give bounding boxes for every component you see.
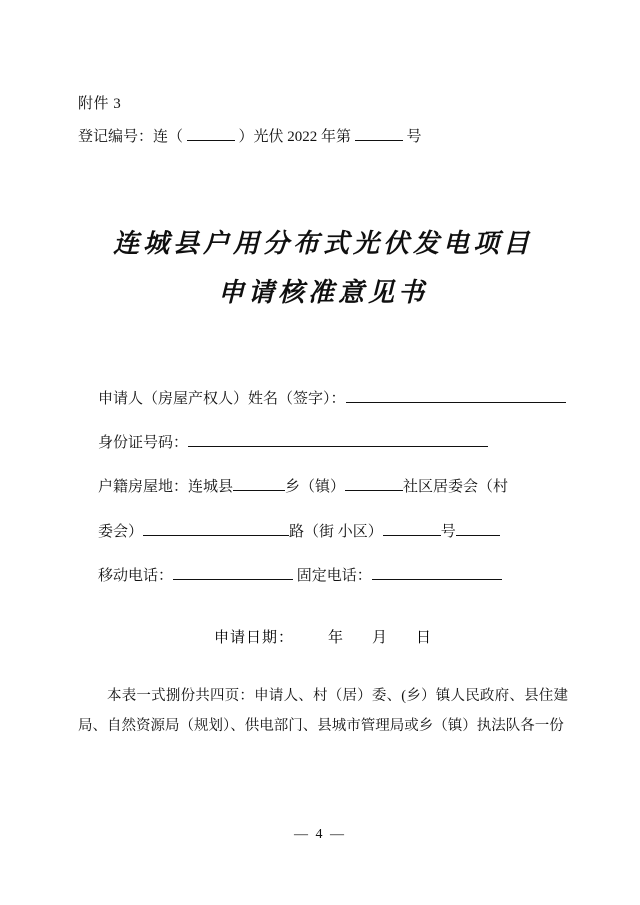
field-household-address <box>98 465 568 509</box>
household-community-input[interactable] <box>345 475 403 492</box>
applicant-name-label: 申请人（房屋产权人）姓名（签字）： <box>98 390 346 407</box>
date-day-label[interactable]: 日 <box>416 630 433 647</box>
household-number-input[interactable] <box>383 519 441 536</box>
registration-prefix: 登记编号：连（ <box>78 129 184 145</box>
title-line-1: 连城县户用分布式光伏发电项目 <box>112 229 533 259</box>
landline-phone-input[interactable] <box>372 563 502 580</box>
page-number: — 4 — <box>294 827 346 842</box>
document-title <box>78 220 568 319</box>
id-number-input[interactable] <box>188 430 488 447</box>
mobile-phone-label: 移动电话： <box>98 567 174 584</box>
registration-suffix: 号 <box>406 129 422 145</box>
household-number-trailing-blank <box>456 519 500 536</box>
distribution-note: 本表一式捌份共四页：申请人、村（居）委、(乡）镇人民政府、县住建局、自然资源局（规划）、供电部门、县城市管理局或乡（镇）执法队各一份 <box>78 688 568 735</box>
mobile-phone-input[interactable] <box>173 563 293 580</box>
household-street-input[interactable] <box>143 519 289 536</box>
date-year-label[interactable]: 年 <box>327 630 344 647</box>
title-line-2: 申请核准意见书 <box>217 278 428 309</box>
attachment-label: 附件 3 <box>78 96 122 112</box>
household-community-suffix: 社区居委会（村 <box>403 479 509 496</box>
field-household-address-cont <box>98 510 568 554</box>
household-township-input[interactable] <box>233 475 285 492</box>
household-township-suffix: 乡（镇） <box>285 479 346 496</box>
household-street-suffix: 路（街 小区） <box>289 523 383 540</box>
form-fields <box>78 377 568 598</box>
household-address-cont-label: 委会） <box>98 523 144 540</box>
registration-number-line <box>78 125 568 146</box>
landline-phone-label: 固定电话： <box>296 567 372 584</box>
household-address-label: 户籍房屋地：连城县 <box>98 479 234 496</box>
application-date-label: 申请日期： <box>213 630 294 647</box>
registration-blank-1 <box>187 125 235 141</box>
application-date-row <box>78 626 568 647</box>
field-phones <box>98 554 568 598</box>
document-body <box>78 92 568 742</box>
registration-middle: ）光伏 2022 年第 <box>238 129 352 145</box>
household-number-suffix: 号 <box>440 523 456 540</box>
field-applicant-name <box>98 377 568 421</box>
applicant-name-input[interactable] <box>346 386 566 403</box>
id-number-label: 身份证号码： <box>98 435 189 452</box>
registration-blank-2 <box>355 125 403 141</box>
date-month-label[interactable]: 月 <box>372 630 389 647</box>
field-id-number <box>98 421 568 465</box>
